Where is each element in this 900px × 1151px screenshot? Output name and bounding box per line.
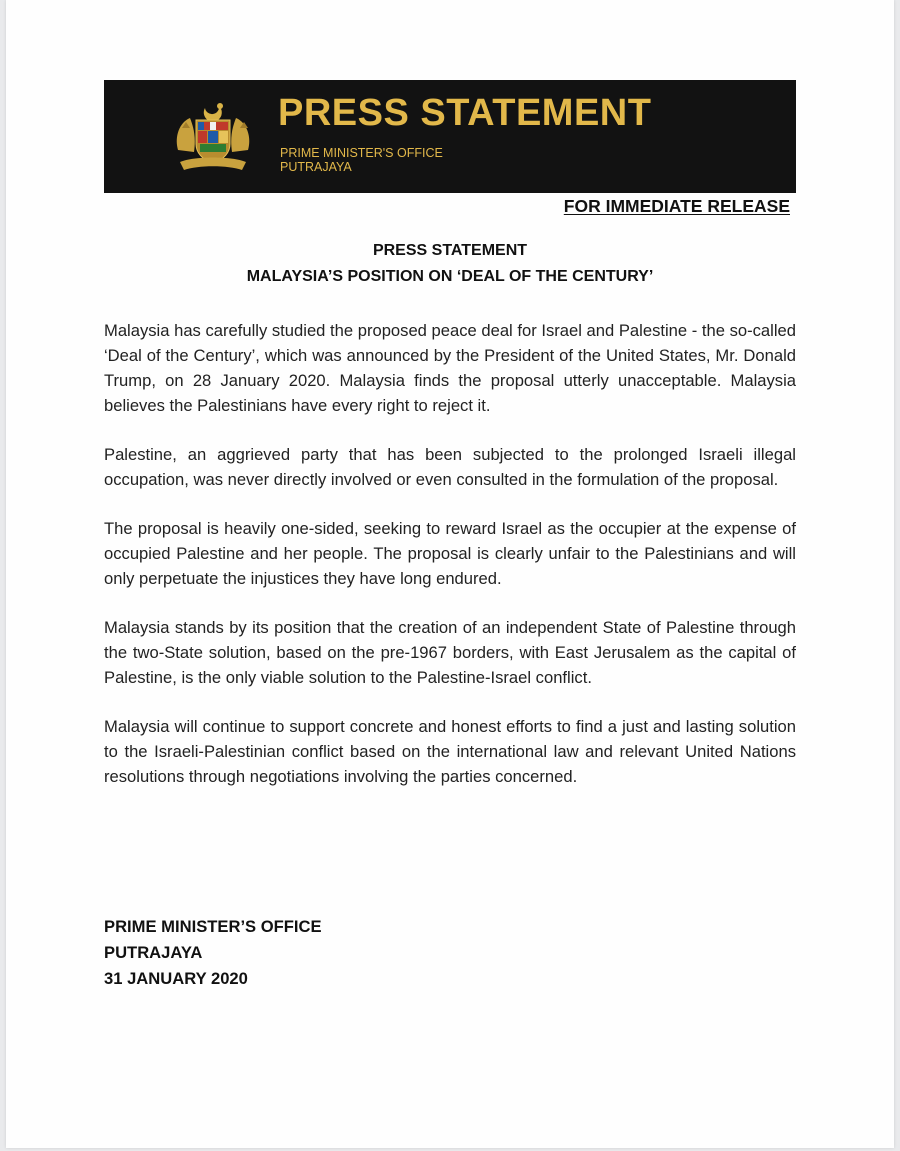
banner-title: PRESS STATEMENT	[278, 92, 652, 134]
paragraph: The proposal is heavily one-sided, seeking to reward Israel as the occupier at the expense of occupied Palestine and her people. The proposal is clearly unfair to the Palestinians and will only perpetuate the injustices they have long endured.	[104, 519, 796, 588]
paragraph: Malaysia will continue to support concrete and honest efforts to find a just and lasting solution to the Israeli-Palestinian conflict based on the international law and relevant United Nations resolutions through negotiations involving the parties concerned.	[104, 717, 796, 786]
signature-date: 31 JANUARY 2020	[104, 969, 248, 988]
banner-office: PRIME MINISTER'S OFFICE	[280, 146, 443, 160]
immediate-release-label: FOR IMMEDIATE RELEASE	[563, 196, 790, 216]
paragraph: Palestine, an aggrieved party that has been subjected to the prolonged Israeli illegal occupation, was never directly involved or even consulted in the formulation of the proposal.	[104, 445, 796, 489]
paragraph: Malaysia stands by its position that the creation of an independent State of Palestine through the two-State solution, based on the pre-1967 borders, with East Jerusalem as the capital of Palestine, is the only viable solution to the Palestine-Israel conflict.	[104, 618, 796, 687]
document-page	[6, 0, 894, 1148]
signature-office: PRIME MINISTER’S OFFICE	[104, 917, 322, 936]
banner-subtitle	[280, 146, 443, 174]
banner-location: PUTRAJAYA	[280, 160, 352, 174]
press-statement-banner	[104, 80, 796, 193]
paragraph: Malaysia has carefully studied the proposed peace deal for Israel and Palestine - the so-called ‘Deal of the Century’, which was announced by the President of the United States, Mr. Donald Trump, on 28 January 2020. Malaysia finds the proposal utterly unacceptable. Malaysia believes the Palestinians have every right to reject it.	[104, 321, 796, 415]
signature-location: PUTRAJAYA	[104, 943, 203, 962]
statement-heading: PRESS STATEMENT	[372, 242, 528, 259]
statement-body	[104, 318, 796, 789]
signature-block	[104, 914, 322, 992]
statement-subject: MALAYSIA’S POSITION ON ‘DEAL OF THE CENTURY’	[246, 268, 654, 285]
coat-of-arms-icon	[172, 98, 254, 174]
